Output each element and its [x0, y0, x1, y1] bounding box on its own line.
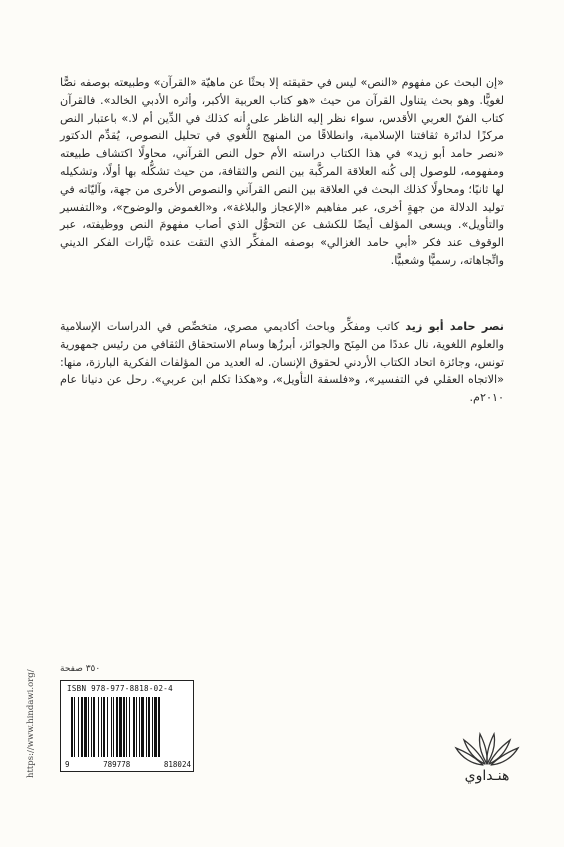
- isbn-number: ISBN 978-977-8818-02-4: [67, 684, 173, 693]
- barcode-digit-group: 9: [65, 760, 70, 769]
- hindawi-logo-icon: [452, 716, 522, 768]
- author-bio-text: كاتب ومفكِّر وباحث أكاديمي مصري، متخصِّص في الدراسات الإسلامية والعلوم اللغوية، نال عددًا من المِنَح والجوائز، أبرزُها وسام الاستحقاق الثقافي من رئيس جمهورية تونس، وجائزة اتحاد الكتاب الأردني لحقوق الإنسان. له العديد من المؤلفات الفكرية البارزة، منها: «الاتجاه العقلي في التفسير»، و«فلسفة التأويل»، و«هكذا تكلم ابن عربي». رحل عن دنيانا عام ٢٠١٠م.: [60, 320, 504, 405]
- book-blurb: [60, 74, 504, 270]
- barcode-digit-group: 789778: [103, 760, 131, 769]
- author-name: نصر حامد أبو زيد: [405, 320, 504, 333]
- publisher-name: هنـداوي: [464, 768, 510, 784]
- barcode-digits: [65, 760, 191, 769]
- author-bio: [60, 318, 504, 407]
- barcode-icon: [71, 697, 185, 757]
- barcode-digit-group: 818024: [163, 760, 191, 769]
- isbn-barcode: [60, 680, 194, 772]
- publisher-url[interactable]: https://www.hindawi.org/: [26, 669, 36, 778]
- blurb-paragraph: «إن البحث عن مفهوم «النص» ليس في حقيقته إلا بحثًا عن ماهيّة «القرآن» وطبيعته بوصفه نصًّا لغويًّا. وهو بحث يتناول القرآن من حيث «هو كتاب العربية الأكبر، وأثره الأدبي الخالد». فالقرآن كتاب الفنّ العربي الأقدس، سواء نظر إليه الناظر على أنه كذلك في الدِّين أم لا.» باعتبار النص مركزًا لدائرة ثقافتنا الإسلامية، وانطلاقًا من المنهج اللُّغوي في تحليل النصوص، يُقدِّم الدكتور «نصر حامد أبو زيد» في هذا الكتاب دراسته الأم حول النص القرآني، محاولًا اكتشاف طبيعته ومفهومه، للوصول إلى كُنه العلاقة المركَّبة بين النص والثقافة، من حيث تشكُّله بها أولًا، وتشكيله لها ثانيًا؛ ومحاولًا كذلك البحث في العلاقة بين النص القرآني والنصوص الأخرى من جهة، وآليّاته في توليد الدلالة من جهةٍ أخرى، عبر مفاهيم «الإعجاز والبلاغة»، و«الغموض والوضوح»، و«التفسير والتأويل». ويسعى المؤلف أيضًا للكشف عن التحوُّل الذي أصاب مفهومَ النص ووظيفته، عبر الوقوف عند فكر «أبي حامد الغزالي» بوصفه المفكِّر الذي التقت عنده تيَّارات الفكر الديني واتِّجاهاته، رسميًّا وشعبيًّا.: [60, 76, 504, 267]
- page-count: ٣٥٠ صفحة: [60, 664, 101, 674]
